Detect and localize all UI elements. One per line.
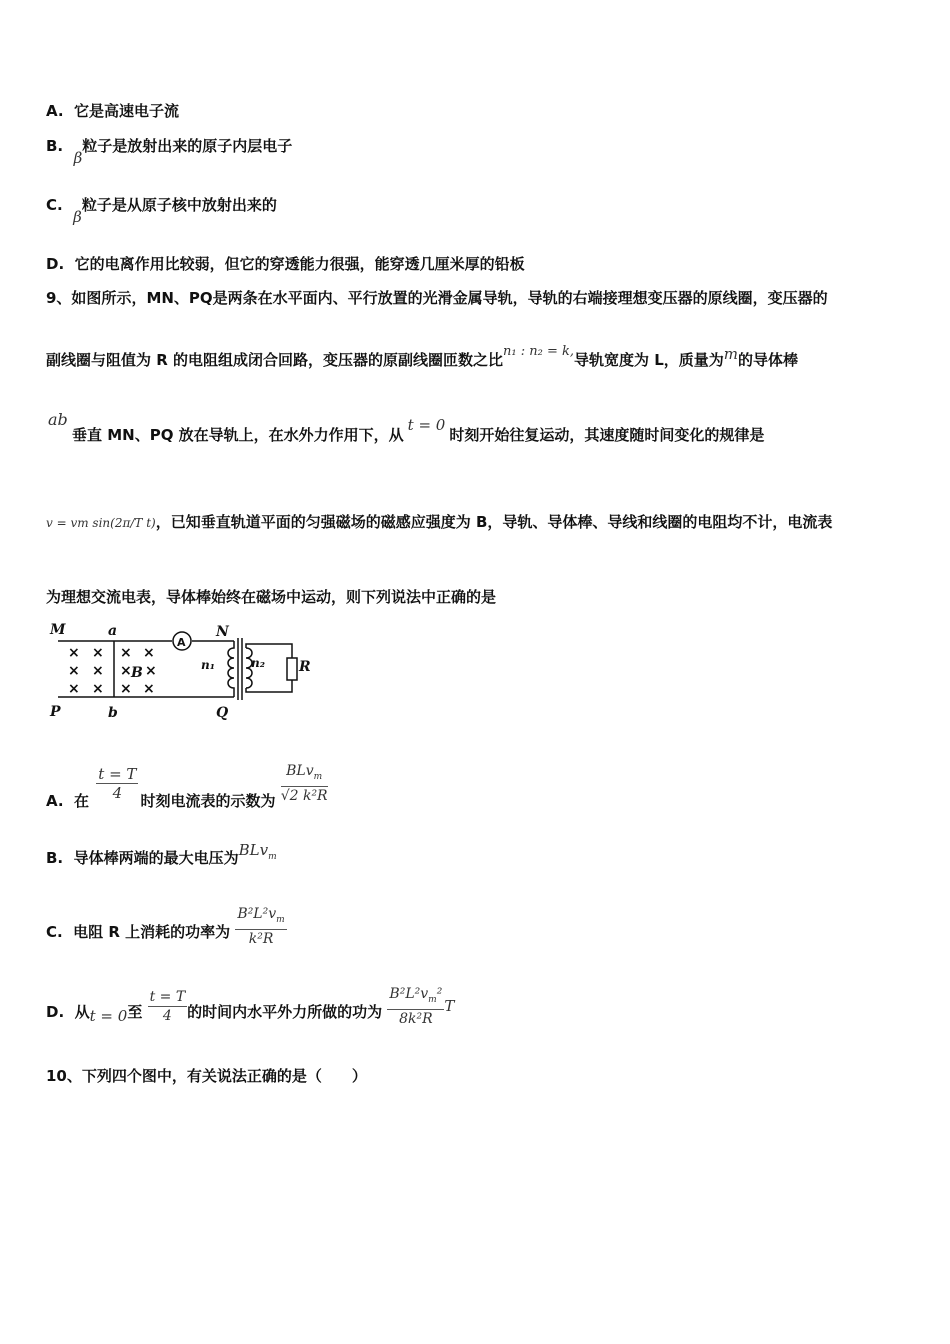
svg-text:×: × (68, 663, 80, 679)
svg-text:×: × (120, 663, 132, 679)
q9-option-b: B. 导体棒两端的最大电压为BLv$_m$ (46, 841, 277, 867)
formula-t-T4-d: $\frac{t = T}{4}$ (149, 988, 186, 1024)
label-B: B (131, 665, 143, 681)
option-a: A. 它是高速电子流 (46, 102, 180, 120)
svg-text:×: × (120, 681, 132, 697)
label-M: M (50, 622, 66, 638)
magnetic-field-crosses (68, 645, 157, 697)
formula-power: $\frac{B^2L^2v_m}{\text{k²R}}$ (237, 906, 285, 947)
svg-text:×: × (143, 681, 155, 697)
svg-text:×: × (68, 681, 80, 697)
label-R: R (299, 659, 311, 675)
label-n2: n₂ (251, 656, 265, 670)
svg-text:A: A (177, 636, 186, 649)
q9-line4: v = vm sin(2π/T t)，已知垂直轨道平面的匀强磁场的磁感应强度为 B，导轨、导体棒、导线和线圈的电阻均不计，电流表 (46, 513, 833, 531)
formula-max-voltage: BLv$_m$ (238, 841, 277, 862)
option-c: C. β粒子是从原子核中放射出来的 (46, 196, 277, 226)
option-d: D. 它的电离作用比较弱，但它的穿透能力很强，能穿透几厘米厚的铅板 (46, 255, 525, 273)
svg-text:×: × (92, 645, 104, 661)
svg-text:×: × (120, 645, 132, 661)
q9-option-d: D. 从t = 0至 $\frac{t = T}{4}$ 的时间内水平外力所做的功为 $\frac{B^2L^2v_m^2}{\text{8k²R}}$ T (46, 986, 455, 1027)
q9-line3: 垂直 MN、PQ 放在导轨上，在水外力作用下，从t = 0时刻开始往复运动，其速度随时间变化的规律是 (72, 416, 765, 444)
ab-label: ab (48, 410, 68, 429)
velocity-formula: v = vm sin(2π/T t) (46, 516, 156, 530)
label-n1: n₁ (201, 658, 215, 672)
label-b: b (108, 705, 118, 721)
resistor-R (287, 658, 297, 680)
q9-line5: 为理想交流电表，导体棒始终在磁场中运动，则下列说法中正确的是 (46, 588, 497, 606)
svg-text:×: × (68, 645, 80, 661)
q10-stem: 10、下列四个图中，有关说法正确的是（ ） (46, 1067, 367, 1085)
svg-text:×: × (92, 663, 104, 679)
circuit-diagram (46, 620, 326, 725)
label-Q: Q (216, 705, 229, 721)
formula-t-T4: $\frac{t = T}{4}$ (98, 764, 137, 802)
label-P: P (50, 704, 61, 720)
label-N: N (216, 624, 229, 640)
q9-option-a: A. 在 $\frac{t = T}{4}$ 时刻电流表的示数为 $\frac{BLv_m}{\text{√2 k²R}}$ (46, 763, 328, 810)
q9-line1: 9、如图所示，MN、PQ是两条在水平面内、平行放置的光滑金属导轨，导轨的右端接理想变压器的原线圈，变压器的 (46, 289, 828, 307)
svg-text:×: × (92, 681, 104, 697)
option-b: B. β粒子是放射出来的原子内层电子 (46, 137, 293, 167)
formula-work: $\frac{B^2L^2v_m^2}{\text{8k²R}}$ (389, 986, 443, 1027)
q9-option-c: C. 电阻 R 上消耗的功率为 $\frac{B^2L^2v_m}{\text{k²R}}$ (46, 906, 285, 947)
label-a: a (108, 623, 118, 639)
primary-coil (228, 641, 234, 697)
formula-current: $\frac{BLv_m}{\text{√2 k²R}}$ (280, 763, 328, 804)
q9-line2: 副线圈与阻值为 R 的电阻组成闭合回路，变压器的原副线圈匝数之比n₁ : n₂ = k,导轨宽度为 L，质量为m的导体棒 (46, 344, 799, 369)
svg-text:×: × (143, 645, 155, 661)
svg-text:×: × (145, 663, 157, 679)
